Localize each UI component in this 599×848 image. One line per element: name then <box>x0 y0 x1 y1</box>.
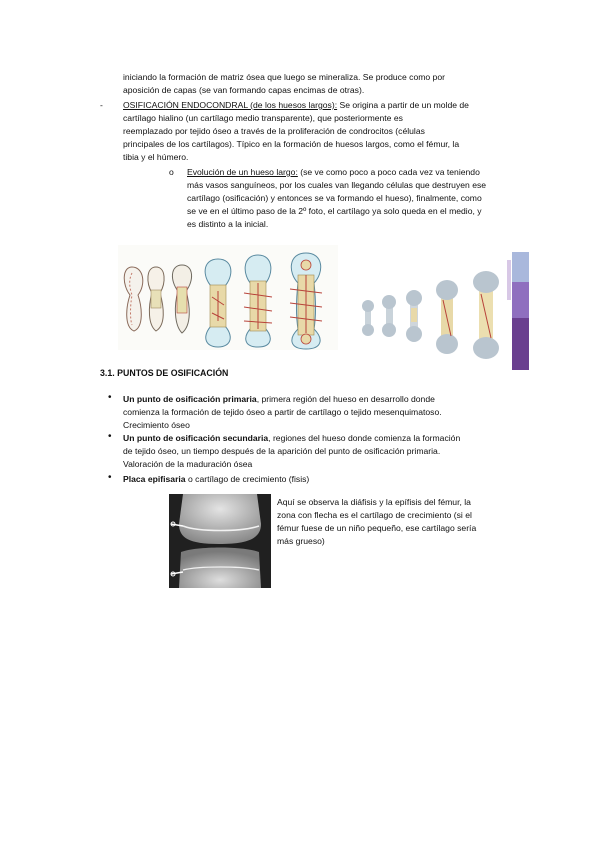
bullet-secondary-line: de tejido óseo, un tiempo después de la aparición del punto de osificación primaria. <box>123 446 441 456</box>
bullet-secondary-line <box>123 432 460 445</box>
bullet-epiphyseal-line <box>123 473 309 486</box>
evolucion-first-line <box>187 166 480 179</box>
evolucion-text: (se ve como poco a poco cada vez va teniendo <box>297 167 480 177</box>
bullet-primary-title: Un punto de osificación primaria <box>123 394 257 404</box>
evolucion-line: es distinto a la inicial. <box>187 219 269 229</box>
xray-caption-line: zona con flecha es el cartílago de crecimiento (si el <box>277 510 472 520</box>
xray-caption-line: más grueso) <box>277 536 325 546</box>
femur-epiphysis <box>179 494 261 544</box>
bullet-dot: • <box>108 392 112 403</box>
bullet-primary-line: comienza la formación de tejido óseo a partir de cartílago o tejido mesenquimatoso. <box>123 407 442 417</box>
bullet-dot: • <box>108 431 112 442</box>
evolucion-title: Evolución de un hueso largo: <box>187 167 298 177</box>
xray-caption-line: fémur fuese de un niño pequeño, ese cartílago sería <box>277 523 477 533</box>
femur-xray-image <box>169 494 271 588</box>
endocondral-line: reemplazado por tejido óseo a través de la proliferación de condrocitos (células <box>123 126 425 136</box>
evolucion-line: más vasos sanguíneos, por los cuales van llegando células que destruyen ese <box>187 180 487 190</box>
endocondral-text: Se origina a partir de un molde de <box>337 100 469 110</box>
intro-line-2: aposición de capas (se van formando capas encimas de otras). <box>123 85 365 95</box>
endochondral-stages-figure <box>118 245 338 350</box>
endocondral-line: principales de los cartílagos). Típico en la formación de huesos largos, como el fémur, la <box>123 139 460 149</box>
bullet-epiphyseal-text: o cartílago de crecimiento (fisis) <box>185 474 310 484</box>
xray-caption-line: Aquí se observa la diáfisis y la epífisis del fémur, la <box>277 497 471 507</box>
evolucion-line: se ve en el último paso de la 2º foto, el cartílago ya solo queda en el medio, y <box>187 206 482 216</box>
bullet-dot: • <box>108 472 112 483</box>
long-bone-evolution-figure <box>357 250 529 370</box>
list-dash: - <box>100 100 103 110</box>
endocondral-line: tibia y el húmero. <box>123 152 189 162</box>
evolucion-line: cartílago (osificación) y entonces se va formando el hueso), finalmente, como <box>187 193 482 203</box>
bullet-primary-line <box>123 393 435 406</box>
bullet-secondary-title: Un punto de osificación secundaria <box>123 433 269 443</box>
bullet-primary-line: Crecimiento óseo <box>123 420 190 430</box>
intro-line-1: iniciando la formación de matriz ósea que luego se mineraliza. Se produce como por <box>123 72 445 82</box>
bullet-secondary-line: Valoración de la maduración ósea <box>123 459 253 469</box>
stage-bone-collar <box>148 267 164 331</box>
bullet-primary-text: , primera región del hueso en desarrollo donde <box>256 394 435 404</box>
endocondral-first-line <box>123 99 469 112</box>
endocondral-title: OSIFICACIÓN ENDOCONDRAL (de los huesos largos): <box>123 100 338 110</box>
endocondral-line: cartílago hialino (un cartílago medio transparente), que posteriormente es <box>123 113 403 123</box>
section-heading: 3.1. PUNTOS DE OSIFICACIÓN <box>100 368 229 378</box>
bullet-epiphyseal-title: Placa epifisaria <box>123 474 186 484</box>
bullet-secondary-text: , regiones del hueso donde comienza la formación <box>268 433 461 443</box>
sub-bullet: o <box>169 167 174 177</box>
